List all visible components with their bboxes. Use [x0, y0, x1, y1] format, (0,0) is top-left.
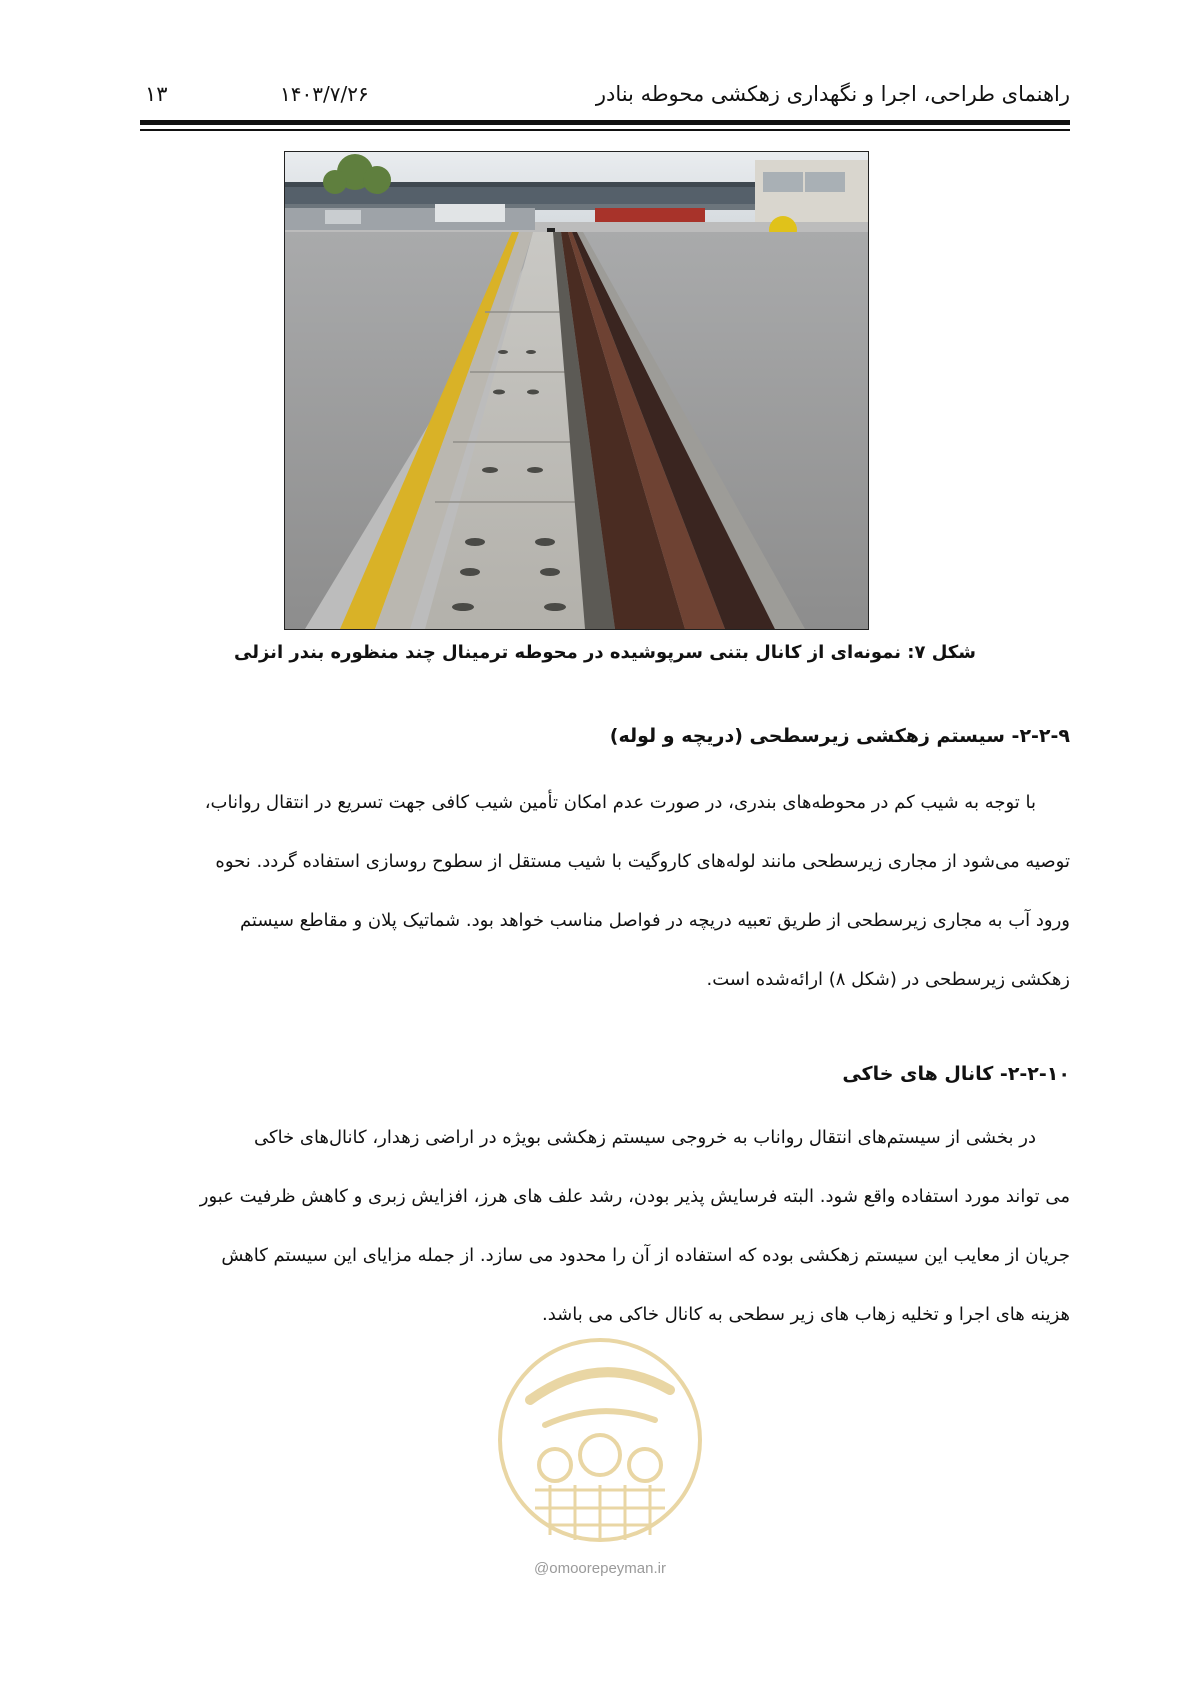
paragraph-line: هزینه های اجرا و تخلیه زهاب های زیر سطحی به کانال خاکی می باشد. — [541, 1304, 1070, 1325]
page-number: ۱۳ — [145, 82, 168, 106]
document-date: ۱۴۰۳/۷/۲۶ — [280, 82, 369, 106]
paragraph-line: زهکشی زیرسطحی در (شکل ۸) ارائه‌شده است. — [706, 969, 1070, 990]
section-heading-10: ۲-۲-۱۰- کانال های خاکی — [842, 1063, 1070, 1085]
paragraph-line: ورود آب به مجاری زیرسطحی از طریق تعبیه دریچه در فواصل مناسب خواهد بود. شماتیک پلان و مقاطع سیستم — [239, 910, 1070, 931]
section-10-paragraph — [140, 1108, 1070, 1344]
figure-caption: شکل ۷: نمونه‌ای از کانال بتنی سرپوشیده در محوطه ترمینال چند منظوره بندر انزلی — [234, 642, 976, 663]
header-rule-thick — [140, 120, 1070, 125]
watermark-url: @omoorepeyman.ir — [534, 1560, 666, 1577]
paragraph-line: توصیه می‌شود از مجاری زیرسطحی مانند لوله‌های کاروگیت با شیب مستقل از سطوح روسازی استفاده گردد. نحوه — [215, 851, 1070, 872]
document-title: راهنمای طراحی، اجرا و نگهداری زهکشی محوطه بنادر — [595, 82, 1070, 106]
section-heading-9: ۲-۲-۹- سیستم زهکشی زیرسطحی (دریچه و لوله) — [609, 725, 1070, 747]
paragraph-line: با توجه به شیب کم در محوطه‌های بندری، در صورت عدم امکان تأمین شیب کافی جهت تسریع در انتقال رواناب، — [204, 792, 1036, 813]
section-9-paragraph — [140, 773, 1070, 1009]
paragraph-line: در بخشی از سیستم‌های انتقال رواناب به خروجی سیستم زهکشی بویژه در اراضی زهدار، کانال‌های خاکی — [254, 1127, 1036, 1148]
watermark-logo — [490, 1330, 710, 1560]
paragraph-line: جریان از معایب این سیستم زهکشی بوده که استفاده از آن را محدود می سازد. از جمله مزایای این سیستم کاهش — [221, 1245, 1070, 1266]
drainage-channel-photo — [284, 151, 869, 630]
paragraph-line: می تواند مورد استفاده واقع شود. البته فرسایش پذیر بودن، رشد علف های هرز، افزایش زبری و کاهش ظرفیت عبور — [199, 1186, 1070, 1207]
header-rule-thin — [140, 129, 1070, 131]
page-header — [140, 70, 1070, 110]
